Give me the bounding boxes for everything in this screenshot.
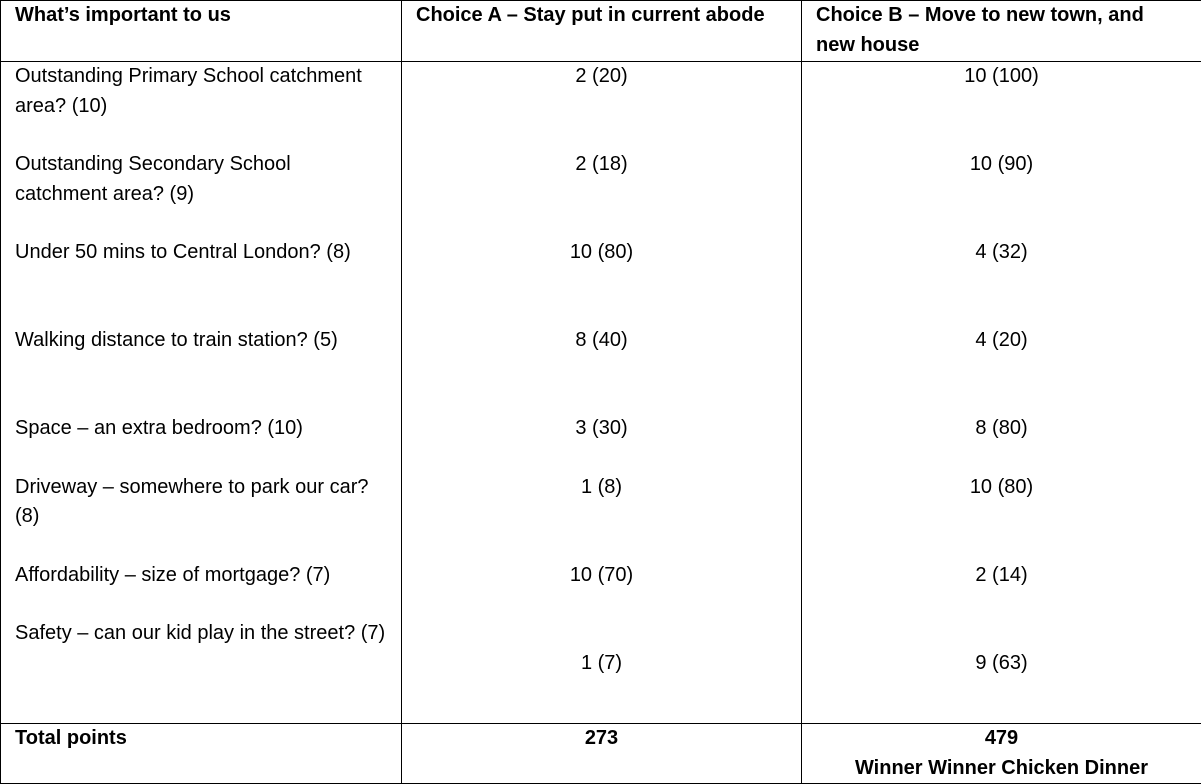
table-row [1, 619, 1201, 678]
factor-cell: Driveway – somewhere to park our car? (8) [1, 473, 402, 532]
table-row [1, 150, 1201, 209]
header-row [1, 1, 1201, 62]
factor-cell: Walking distance to train station? (5) [1, 326, 402, 385]
choice-a-score: 8 (40) [402, 326, 802, 385]
total-row [1, 724, 1201, 784]
factor-cell: Outstanding Primary School catchment area? (10) [1, 62, 402, 122]
choice-a-score: 10 (70) [402, 561, 802, 591]
choice-a-score: 2 (20) [402, 62, 802, 122]
choice-b-score: 8 (80) [802, 414, 1201, 444]
factor-cell: Space – an extra bedroom? (10) [1, 414, 402, 444]
header-choice-b: Choice B – Move to new town, and new house [802, 1, 1201, 62]
choice-b-score: 9 (63) [802, 619, 1201, 678]
table-row [1, 326, 1201, 385]
choice-a-score: 3 (30) [402, 414, 802, 444]
factor-cell: Under 50 mins to Central London? (8) [1, 238, 402, 297]
choice-b-score: 4 (20) [802, 326, 1201, 385]
choice-b-score: 2 (14) [802, 561, 1201, 591]
table-row [1, 414, 1201, 444]
choice-a-score: 10 (80) [402, 238, 802, 297]
table-row [1, 62, 1201, 122]
total-label: Total points [1, 724, 402, 784]
choice-a-score: 1 (7) [402, 619, 802, 678]
choice-b-score: 10 (100) [802, 62, 1201, 122]
header-choice-a: Choice A – Stay put in current abode [402, 1, 802, 62]
choice-b-score: 10 (90) [802, 150, 1201, 209]
winner-label: Winner Winner Chicken Dinner [816, 754, 1187, 784]
table-row [1, 473, 1201, 532]
choice-a-score: 1 (8) [402, 473, 802, 532]
choice-b-score: 4 (32) [802, 238, 1201, 297]
choice-a-score: 2 (18) [402, 150, 802, 209]
choice-b-score: 10 (80) [802, 473, 1201, 532]
factor-cell: Safety – can our kid play in the street? (7) [1, 619, 402, 678]
choice-a-total: 273 [402, 724, 802, 784]
header-priorities: What’s important to us [1, 1, 402, 62]
factor-cell: Outstanding Secondary School catchment area? (9) [1, 150, 402, 209]
table-row [1, 561, 1201, 591]
factor-cell: Affordability – size of mortgage? (7) [1, 561, 402, 591]
choice-b-total-cell [802, 724, 1201, 784]
choice-b-total: 479 [816, 724, 1187, 754]
table-row [1, 238, 1201, 297]
